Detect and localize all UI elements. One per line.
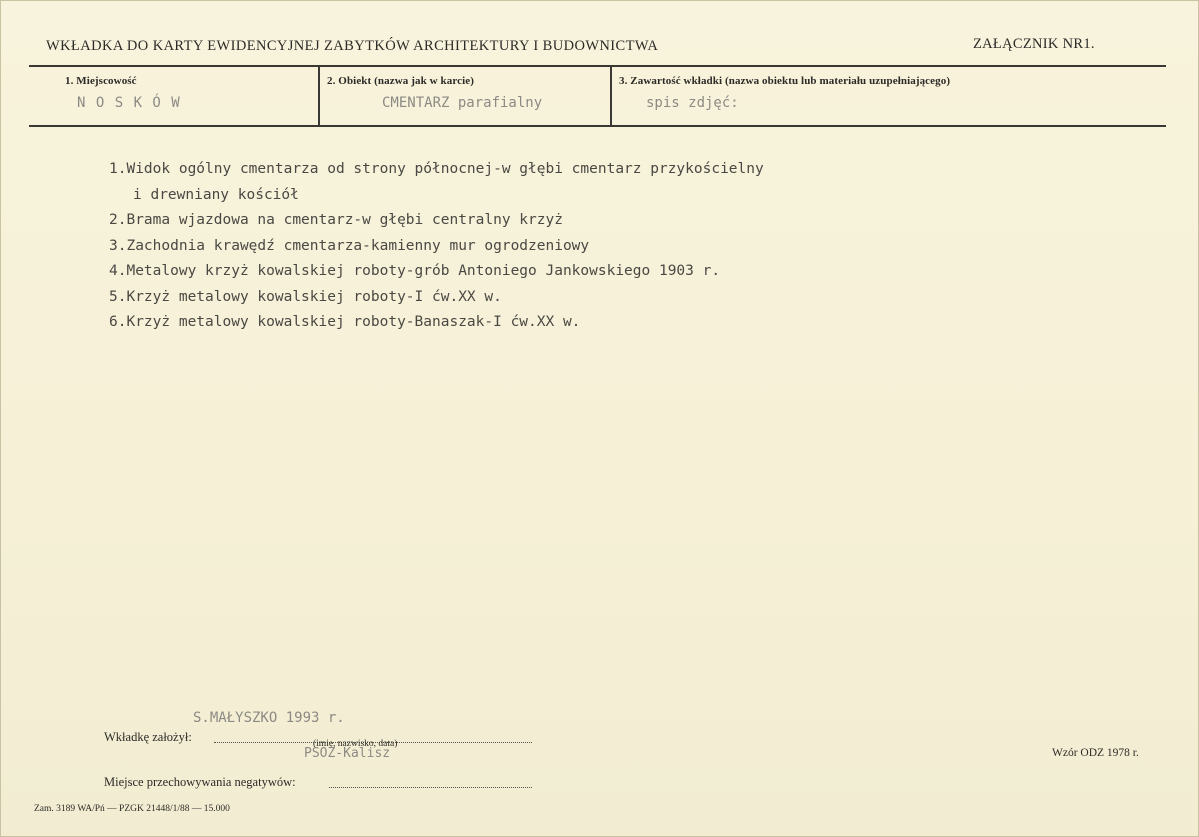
storage-label: Miejsce przechowywania negatywów: [104,775,296,789]
photo-item: 4.Metalowy krzyż kowalskiej roboty-grób Antoniego Jankowskiego 1903 r. [109,263,721,279]
column-divider-1 [318,67,320,125]
locality-label: 1. Miejscowość [65,75,137,87]
annex-number: ZAŁĄCZNIK NR1. [973,36,1095,52]
template-version: Wzór ODZ 1978 r. [1052,747,1139,759]
top-rule [29,65,1166,67]
document-title: WKŁADKA DO KARTY EWIDENCYJNEJ ZABYTKÓW ARCHITEKTURY I BUDOWNICTWA [46,38,659,54]
author-label: Wkładkę założył: [104,730,192,744]
contents-value: spis zdjęć: [646,95,739,111]
photo-item: 1.Widok ogólny cmentarza od strony północnej-w głębi cmentarz przykościelny [109,161,764,177]
object-label: 2. Obiekt (nazwa jak w karcie) [327,75,475,87]
order-number: Zam. 3189 WA/Pń — PZGK 21448/1/88 — 15.000 [34,804,230,814]
author-value: S.MAŁYSZKO 1993 r. [193,710,345,726]
photo-item: 3.Zachodnia krawędź cmentarza-kamienny mur ogrodzeniowy [109,237,590,254]
object-value: CMENTARZ parafialny [382,95,543,111]
author-caption: (imię, nazwisko, data) [313,739,398,749]
contents-label: 3. Zawartość wkładki (nazwa obiektu lub materiału uzupełniającego) [619,75,951,87]
bottom-rule [29,125,1166,127]
storage-value: PSOZ-Kalisz [304,746,391,761]
locality-value: N O S K Ó W [77,95,181,111]
column-divider-2 [610,67,612,125]
photo-item: 5.Krzyż metalowy kowalskiej roboty-I ćw.XX w. [109,288,502,305]
photo-list [109,157,764,336]
photo-item: 2.Brama wjazdowa na cmentarz-w głębi centralny krzyż [109,212,563,228]
storage-dotted-line [329,787,532,788]
photo-item-continuation: i drewniany kościół [133,186,299,203]
photo-item: 6.Krzyż metalowy kowalskiej roboty-Banaszak-I ćw.XX w. [109,314,581,330]
